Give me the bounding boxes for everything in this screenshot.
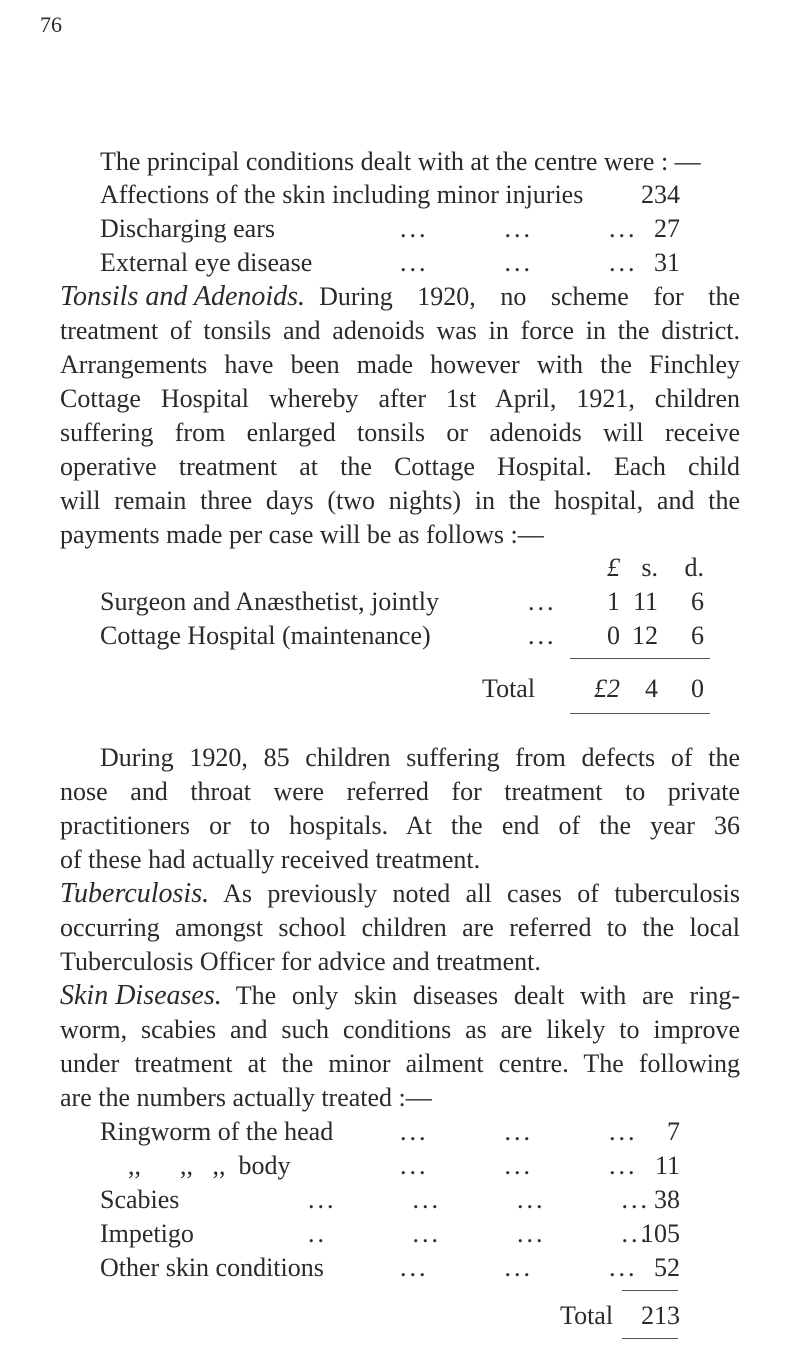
- paragraph-line: operative treatment at the Cottage Hospital. Each child: [60, 452, 740, 481]
- paragraph-line: of these had actually received treatment.: [60, 845, 481, 874]
- payment-total-pounds: £2: [594, 674, 620, 703]
- skin-value: 105: [641, 1219, 680, 1248]
- tonsils-first-line: [60, 281, 740, 313]
- condition-label: Affections of the skin including minor injuries: [100, 180, 584, 209]
- leader-dots: ... ... ...: [400, 1117, 638, 1146]
- header-shillings: s.: [641, 553, 658, 582]
- leader-dots: .. ... ... ...: [308, 1219, 650, 1248]
- tuberculosis-heading: Tuberculosis.: [60, 878, 210, 909]
- tuberculosis-first-line: [60, 878, 740, 910]
- payment-pence: 6: [691, 587, 704, 616]
- paragraph-line: under treatment at the minor ailment centre. The following: [60, 1049, 740, 1078]
- payment-total-shillings: 4: [645, 674, 658, 703]
- rule: [622, 1290, 678, 1291]
- condition-value: 234: [641, 180, 680, 209]
- skin-value: 38: [654, 1185, 680, 1214]
- leader-dots: ... ... ...: [400, 214, 638, 243]
- paragraph-line: worm, scabies and such conditions as are likely to improve: [60, 1015, 740, 1044]
- skin-heading: Skin Diseases.: [60, 980, 222, 1011]
- rule: [570, 713, 710, 714]
- skin-total-label: Total: [560, 1301, 614, 1330]
- skin-value: 7: [667, 1117, 680, 1146]
- paragraph-line: During 1920, no scheme for the: [319, 282, 740, 311]
- skin-label: Scabies: [100, 1185, 180, 1214]
- skin-label: Ringworm of the head: [100, 1117, 334, 1146]
- skin-value: 11: [654, 1151, 680, 1180]
- paragraph-line: Cottage Hospital whereby after 1st April, 1921, children: [60, 384, 740, 413]
- paragraph-line: treatment of tonsils and adenoids was in force in the district.: [60, 316, 740, 345]
- paragraph-line: are the numbers actually treated :—: [60, 1083, 432, 1112]
- paragraph-line: will remain three days (two nights) in the hospital, and the: [60, 486, 740, 515]
- leader-dots: ... ... ...: [400, 248, 638, 277]
- paragraph-line: occurring amongst school children are referred to the local: [60, 913, 740, 942]
- payment-shillings: 12: [632, 621, 658, 650]
- payment-total-pence: 0: [691, 674, 704, 703]
- paragraph-line: payments made per case will be as follows :—: [60, 520, 544, 549]
- payment-label: Cottage Hospital (maintenance): [100, 621, 431, 650]
- intro-text: The principal conditions dealt with at the centre were : —: [100, 147, 701, 176]
- condition-label: External eye disease: [100, 248, 313, 277]
- condition-value: 27: [654, 214, 680, 243]
- leader-dots: ... ... ...: [400, 1253, 638, 1282]
- paragraph-line: Tuberculosis Officer for advice and treatment.: [60, 947, 541, 976]
- leader-dots: ... ... ...: [400, 1151, 638, 1180]
- rule: [570, 658, 710, 659]
- paragraph-line: As previously noted all cases of tuberculosis: [223, 879, 740, 908]
- page-number: 76: [40, 12, 62, 37]
- header-pence: d.: [684, 553, 704, 582]
- payment-total-label: Total: [482, 674, 536, 703]
- paragraph-line: nose and throat were referred for treatment to private: [60, 777, 740, 806]
- paragraph-line: practitioners or to hospitals. At the end of the year 36: [60, 811, 740, 840]
- paragraph-line: Arrangements have been made however with the Finchley: [60, 350, 740, 379]
- payment-shillings: 11: [632, 587, 658, 616]
- skin-total-value: 213: [641, 1301, 680, 1330]
- rule: [622, 1338, 678, 1339]
- skin-first-line: [60, 980, 740, 1012]
- skin-label: ,, ,, ,, body: [128, 1151, 291, 1180]
- payment-pence: 6: [691, 621, 704, 650]
- payment-pounds: 1: [607, 587, 620, 616]
- leader-dots: ... ... ... ...: [308, 1185, 650, 1214]
- paragraph-line: The only skin diseases dealt with are ring-: [235, 981, 740, 1010]
- payment-label: Surgeon and Anæsthetist, jointly: [100, 587, 439, 616]
- skin-label: Other skin conditions: [100, 1253, 324, 1282]
- paragraph-line: During 1920, 85 children suffering from defects of the: [100, 743, 740, 772]
- payment-pounds: 0: [607, 621, 620, 650]
- skin-value: 52: [654, 1253, 680, 1282]
- condition-value: 31: [654, 248, 680, 277]
- leader-dots: ...: [528, 587, 557, 616]
- condition-label: Discharging ears: [100, 214, 275, 243]
- paragraph-line: suffering from enlarged tonsils or adenoids will receive: [60, 418, 740, 447]
- tonsils-heading: Tonsils and Adenoids.: [60, 281, 306, 312]
- header-pounds: £: [607, 553, 620, 582]
- leader-dots: ...: [528, 621, 557, 650]
- skin-label: Impetigo: [100, 1219, 194, 1248]
